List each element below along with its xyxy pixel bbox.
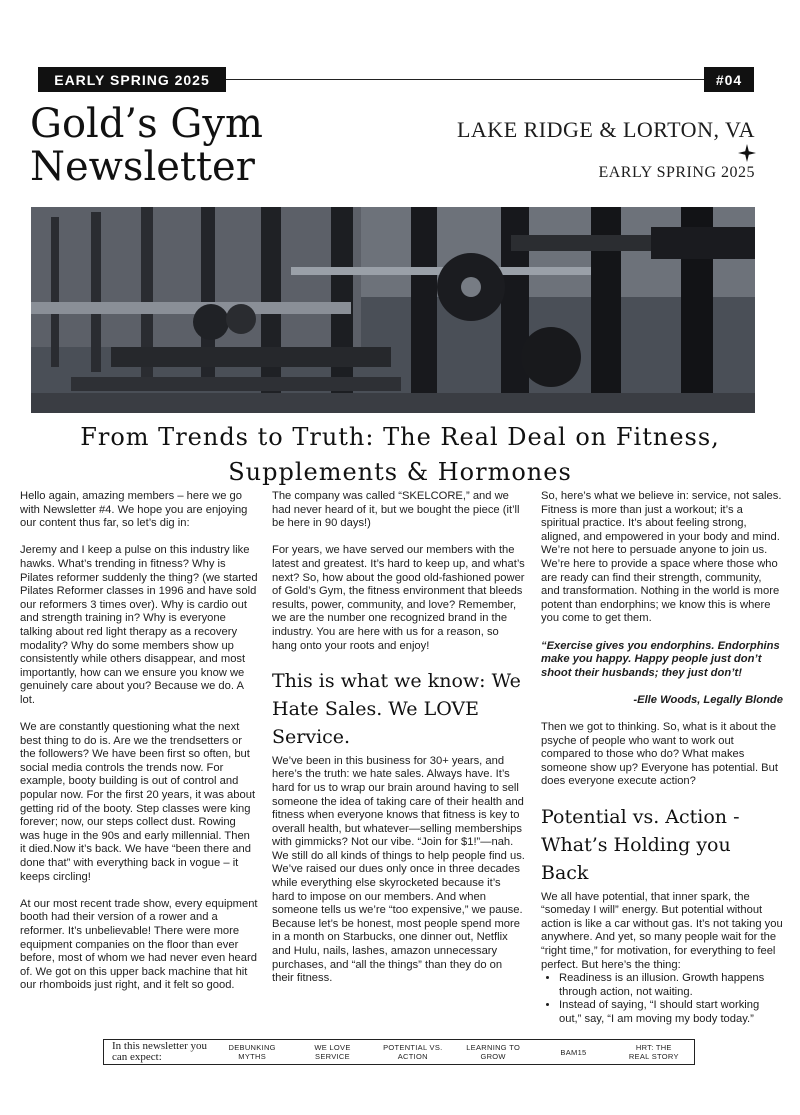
toc-item-learning-to-grow: LEARNING TO GROW (466, 1043, 521, 1061)
section-heading-service: This is what we know: We Hate Sales. We LOVE Service. (272, 669, 521, 748)
column-1 (20, 490, 258, 1007)
title-line-2: Newsletter (30, 144, 255, 190)
paragraph: So, here’s what we believe in: service, not sales. Fitness is more than just a workout; it’s a spiritual practice. It’s about feeling strong, aligned, and empowered in your body and mind. We’re not here to persuade anyone to join us. We’re here to provide a space where those who are ready can find their strength, community, and transformation. Nothing in the world is more potent than endorphins; we know this is where you come to get them. (541, 490, 782, 625)
headline-line-1: From Trends to Truth: The Real Deal on Fitness, (80, 423, 720, 451)
list-item: • Readiness is an illusion. Growth happens through action, not waiting. (559, 972, 783, 999)
column-2 (272, 490, 526, 999)
paragraph: The company was called “SKELCORE,” and we had never heard of it, but we bought the piece (it’ll be here in 90 days!) (272, 490, 520, 530)
table-of-contents (103, 1039, 695, 1065)
issue-number-tag: #04 (704, 67, 754, 92)
section-heading-potential: Potential vs. Action - What’s Holding you Back (541, 805, 740, 884)
quote-attribution: -Elle Woods, Legally Blonde (633, 693, 783, 706)
sparkle-icon (738, 144, 756, 162)
paragraph: Then we got to thinking. So, what is it about the psyche of people who want to work out compared to those who do? What makes someone show up? Everyone has potential. But does everyone execute action? (541, 721, 778, 788)
paragraph: Jeremy and I keep a pulse on this industry like hawks. What’s trending in fitness? Why is Pilates reformer suddenly the thing? (we started Pilates Reformer classes in 1996 and have sold our reformers 3 times over). Why is cardio out and strength training in? Why is everyone talking about red light therapy as a recovery modality? Why do some members show up consistently while others disappear, and most importantly, how can we ensure you know we genuinely care about you? Because we do. A lot. (20, 544, 258, 706)
paragraph: We’ve been in this business for 30+ years, and here’s the truth: we hate sales. Always have. It’s hard for us to wrap our brain around having to sell someone the idea of taking care of their health and fitness when everyone knows that fitness is key to overall health, but whatever—selling memberships with gimmicks? Not our vibe. “Join for $1!”—nah. We still do all kinds of things to help people find us. We’ve raised our dues only once in three decades while everything else skyrocketed because it’s hard to impose on our members. And when someone tells us we’re “too expensive,” we pause. Because let’s be honest, most people spend more in a month on Starbucks, one dinner out, Netflix and Hulu, nails, lashes, amazon unnecessary purchases, and “all the things” than they do on their fitness. (272, 754, 525, 985)
toc-item-potential-vs-action: POTENTIAL VS. ACTION (383, 1043, 443, 1061)
list-item: • Instead of saying, “I should start working out,” say, “I am moving my body today.” (559, 999, 783, 1026)
location-label: LAKE RIDGE & LORTON, VA (456, 117, 755, 142)
headline-line-2: Supplements & Hormones (228, 458, 572, 486)
paragraph: Hello again, amazing members – here we go with Newsletter #4. We hope you are enjoying our content thus far, so let’s dig in: (20, 490, 248, 530)
title-line-1: Gold’s Gym (30, 101, 263, 147)
toc-item-we-love-service: WE LOVE SERVICE (314, 1043, 351, 1061)
season-label: EARLY SPRING 2025 (598, 164, 755, 181)
pull-quote: “Exercise gives you endorphins. Endorphins make you happy. Happy people just don’t shoot their husbands; they just don’t! (541, 639, 780, 679)
paragraph: We all have potential, that inner spark, the “someday I will” energy. But potential without action is like a car without gas. It’s not taking you anywhere. And yet, so many people wait for the “right time,” for motivation, for everything to feel perfect. But here’s the thing: (541, 890, 783, 971)
main-headline (30, 420, 770, 490)
column-3 (541, 490, 783, 1027)
paragraph: We are constantly questioning what the next best thing to do is. Are we the trendsetters or the followers? We have been first so often, but social media controls the trends now. For example, booty building is out of control and popular now. For the first 20 years, it was about getting rid of the booty. Step classes were king forever; now, our steps collect dust. Rowing was huge in the 90s and early millennial. Then it died.Now it’s back. We have “been there and done that” with everything back in vogue – it keeps circling! (20, 721, 256, 883)
toc-item-debunking-myths: DEBUNKING MYTHS (228, 1043, 276, 1061)
bullet-list (541, 972, 783, 1026)
toc-item-hrt: HRT: THE REAL STORY (628, 1043, 679, 1061)
header-divider (226, 79, 704, 80)
toc-item-bam15: BAM15 (560, 1047, 587, 1057)
gym-equipment-photo (31, 207, 755, 413)
toc-label: In this newsletter you can expect: (112, 1040, 208, 1063)
paragraph: For years, we have served our members with the latest and greatest. It’s hard to keep up, and what’s next? So, how about the good old-fashioned power of Gold’s Gym, the fitness environment that bleeds results, power, community, and love? Remember, we are the number one recognized brand in the industry. You are here with us for a reason, so hang onto your roots and enjoy! (272, 544, 525, 652)
newsletter-title (30, 103, 360, 189)
edition-tag: EARLY SPRING 2025 (38, 67, 226, 92)
paragraph: At our most recent trade show, every equipment booth had their version of a rower and a reformer. It’s unbelievable! There were more equipment companies on the floor than ever before, most of whom we had never even heard of. We got on this upper back machine that hit our rhomboids just right, and it felt so good. (20, 897, 258, 992)
